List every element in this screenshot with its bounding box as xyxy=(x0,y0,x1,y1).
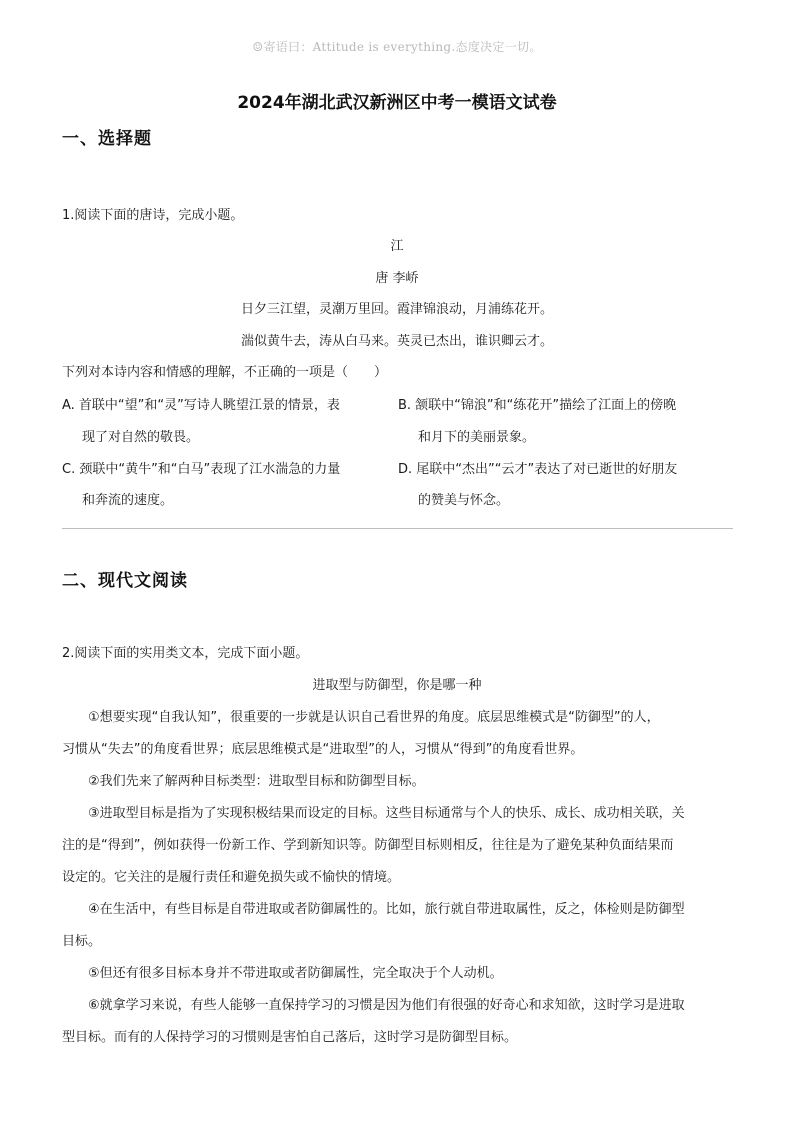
section-divider xyxy=(62,528,733,529)
paragraph-1-continued: 习惯从“失去”的角度看世界；底层思维模式是“进取型”的人，习惯从“得到”的角度看世界。 xyxy=(62,742,584,757)
paragraph-5: ⑤但还有很多目标本身并不带进取或者防御属性，完全取决于个人动机。 xyxy=(88,966,503,981)
option-b-continued: 和月下的美丽景象。 xyxy=(418,430,536,445)
question-2-intro: 2.阅读下面的实用类文本，完成下面小题。 xyxy=(62,646,309,661)
option-c-continued: 和奔流的速度。 xyxy=(82,493,174,508)
option-d-continued: 的赞美与怀念。 xyxy=(418,493,510,508)
paragraph-3-end: 设定的。它关注的是履行责任和避免损失或不愉快的情境。 xyxy=(62,870,401,885)
paragraph-3-continued: 注的是“得到”，例如获得一份新工作、学到新知识等。防御型目标则相反，往往是为了避免某种负面结果而 xyxy=(62,838,674,853)
paragraph-6-continued: 型目标。而有的人保持学习的习惯则是害怕自己落后，这时学习是防御型目标。 xyxy=(62,1030,518,1045)
paragraph-6: ⑥就拿学习来说，有些人能够一直保持学习的习惯是因为他们有很强的好奇心和求知欲，这时学习是进取 xyxy=(88,998,685,1013)
section-heading-reading: 二、现代文阅读 xyxy=(62,571,188,591)
document-title: 2024年湖北武汉新洲区中考一模语文试卷 xyxy=(237,93,557,113)
option-b: B. 颔联中“锦浪”和“练花开”描绘了江面上的傍晚 xyxy=(398,398,677,413)
article-title: 进取型与防御型，你是哪一种 xyxy=(312,678,482,693)
section-heading-choice: 一、选择题 xyxy=(62,129,152,149)
poem-line-1: 日夕三江望，灵潮万里回。霞津锦浪动，月浦练花开。 xyxy=(240,302,553,317)
poem-title: 江 xyxy=(390,239,404,254)
option-a: A. 首联中“望”和“灵”写诗人眺望江景的情景，表 xyxy=(62,398,340,413)
option-a-continued: 现了对自然的敬畏。 xyxy=(82,430,200,445)
poem-author: 唐 李峤 xyxy=(375,271,419,286)
paragraph-3: ③进取型目标是指为了实现积极结果而设定的目标。这些目标通常与个人的快乐、成长、成功相关联，关 xyxy=(88,806,685,821)
question-1-intro: 1.阅读下面的唐诗，完成小题。 xyxy=(62,208,244,223)
option-c: C. 颈联中“黄牛”和“白马”表现了江水湍急的力量 xyxy=(62,462,341,477)
paragraph-2: ②我们先来了解两种目标类型：进取型目标和防御型目标。 xyxy=(88,774,425,789)
header-motto: ☺寄语曰：Attitude is everything.态度决定一切。 xyxy=(252,40,542,54)
question-1-stem: 下列对本诗内容和情感的理解，不正确的一项是（ ） xyxy=(62,365,388,380)
option-d: D. 尾联中“杰出”“云才”表达了对已逝世的好朋友 xyxy=(398,462,678,477)
paragraph-4: ④在生活中，有些目标是自带进取或者防御属性的。比如，旅行就自带进取属性，反之，体检则是防御型 xyxy=(88,902,685,917)
paragraph-4-continued: 目标。 xyxy=(62,934,102,949)
paragraph-1: ①想要实现“自我认知”，很重要的一步就是认识自己看世界的角度。底层思维模式是“防御型”的人， xyxy=(88,710,660,725)
poem-line-2: 湍似黄牛去，涛从白马来。英灵已杰出，谁识卿云才。 xyxy=(240,334,553,349)
